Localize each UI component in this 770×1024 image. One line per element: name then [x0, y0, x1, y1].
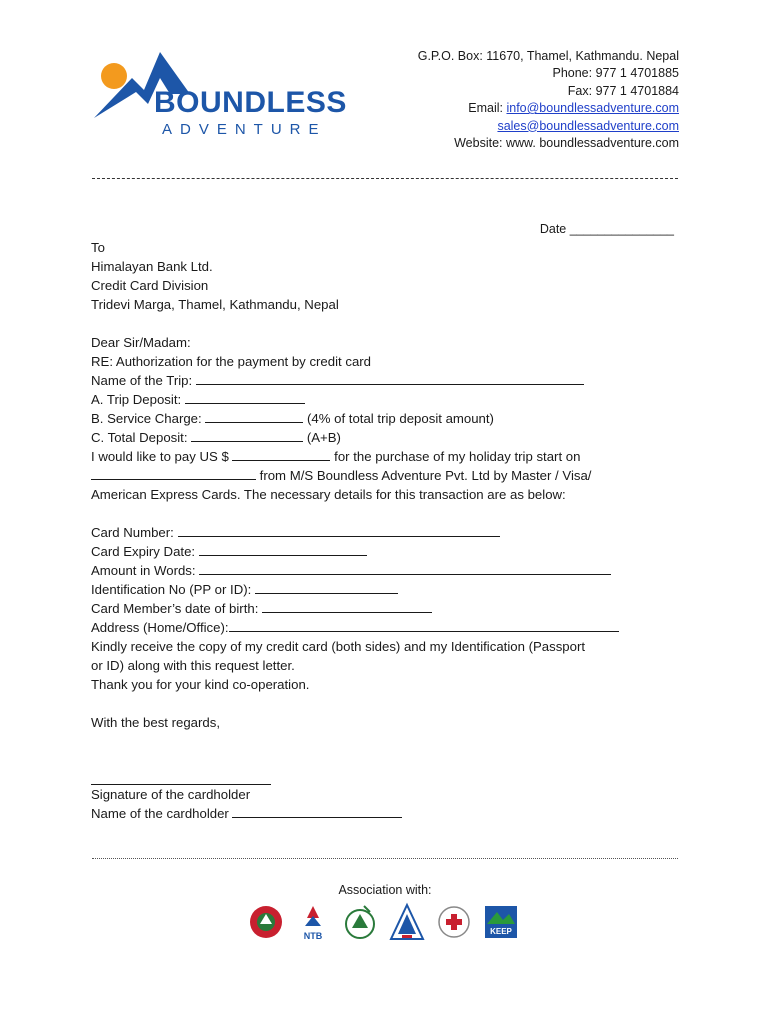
company-fax: Fax: 977 1 4701884	[567, 83, 679, 98]
email-link-sales[interactable]: sales@boundlessadventure.com	[497, 118, 679, 133]
company-email-line	[418, 100, 679, 117]
date-field: Date _______________	[539, 222, 674, 236]
cardholder-name-blank[interactable]	[232, 805, 402, 818]
signature-block	[91, 768, 402, 823]
salutation: Dear Sir/Madam:	[91, 335, 191, 350]
email-link-info[interactable]: info@boundlessadventure.com	[506, 101, 679, 116]
trip-name-line: Name of the Trip:	[91, 371, 619, 390]
trip-name-blank[interactable]	[196, 372, 584, 385]
company-address: G.P.O. Box: 11670, Thamel, Kathmandu. Nepal	[417, 49, 679, 63]
keep-logo-icon	[483, 902, 518, 942]
company-phone: Phone: 977 1 4701885	[552, 66, 679, 81]
recipient-bank: Himalayan Bank Ltd.	[91, 259, 213, 274]
header-divider	[92, 178, 678, 179]
total-deposit-blank[interactable]	[191, 429, 303, 442]
company-logo	[92, 48, 347, 138]
nepal-government-emblem-icon	[248, 902, 283, 942]
ntb-logo-icon	[295, 902, 330, 942]
svg-text:KEEP: KEEP	[489, 927, 512, 936]
footer-divider	[92, 858, 678, 859]
service-charge-blank[interactable]	[205, 410, 303, 423]
recipient-division: Credit Card Division	[91, 278, 209, 293]
taan-logo-icon	[342, 902, 377, 942]
recipient-block	[91, 238, 339, 314]
cards-line: American Express Cards. The necessary details for this transaction are as below:	[91, 487, 566, 502]
subject-line: RE: Authorization for the payment by credit card	[91, 354, 372, 369]
identification-blank[interactable]	[255, 581, 398, 594]
pay-amount-line: I would like to pay US $ for the purchase of my holiday trip start on	[91, 449, 581, 464]
kindly-line-2: or ID) along with this request letter.	[91, 658, 295, 673]
total-deposit-line: C. Total Deposit: (A+B)	[91, 430, 341, 445]
signature-label: Signature of the cardholder	[91, 787, 251, 802]
sun-icon	[101, 63, 127, 89]
card-expiry-blank[interactable]	[199, 543, 367, 556]
service-charge-line: B. Service Charge: (4% of total trip deposit amount)	[91, 411, 494, 426]
recipient-to: To	[91, 240, 105, 255]
letter-body	[91, 333, 619, 732]
contact-info	[418, 48, 679, 152]
thanks-line: Thank you for your kind co-operation.	[91, 677, 310, 692]
address-blank[interactable]	[229, 619, 619, 632]
logo-sub: ADVENTURE	[162, 121, 327, 138]
email-label: Email:	[468, 101, 503, 116]
regards-line: With the best regards,	[91, 715, 221, 730]
trip-deposit-line: A. Trip Deposit:	[91, 390, 619, 409]
identification-line: Identification No (PP or ID):	[91, 580, 619, 599]
card-expiry-line: Card Expiry Date:	[91, 542, 619, 561]
cardholder-name-line: Name of the cardholder	[91, 804, 402, 823]
kindly-line-1: Kindly receive the copy of my credit card (both sides) and my Identification (Passport	[91, 639, 586, 654]
amount-words-line: Amount in Words:	[91, 561, 619, 580]
pay-amount-blank[interactable]	[232, 448, 330, 461]
logo-word: BOUNDLESS	[154, 86, 347, 119]
amount-words-blank[interactable]	[199, 562, 611, 575]
address-line: Address (Home/Office):	[91, 618, 619, 637]
start-date-line: from M/S Boundless Adventure Pvt. Ltd by Master / Visa/	[91, 466, 619, 485]
nma-logo-icon	[389, 902, 424, 942]
dob-blank[interactable]	[262, 600, 432, 613]
dob-line: Card Member’s date of birth:	[91, 599, 619, 618]
signature-blank[interactable]	[91, 768, 271, 785]
svg-text:NTB: NTB	[303, 931, 322, 941]
association-logos	[248, 898, 523, 946]
company-website: Website: www. boundlessadventure.com	[454, 136, 679, 151]
card-number-blank[interactable]	[178, 524, 500, 537]
hra-logo-icon	[436, 902, 471, 942]
start-date-blank[interactable]	[91, 467, 256, 480]
association-label: Association with:	[338, 883, 432, 897]
recipient-address: Tridevi Marga, Thamel, Kathmandu, Nepal	[91, 297, 339, 312]
trip-deposit-blank[interactable]	[185, 391, 305, 404]
card-number-line: Card Number:	[91, 523, 619, 542]
